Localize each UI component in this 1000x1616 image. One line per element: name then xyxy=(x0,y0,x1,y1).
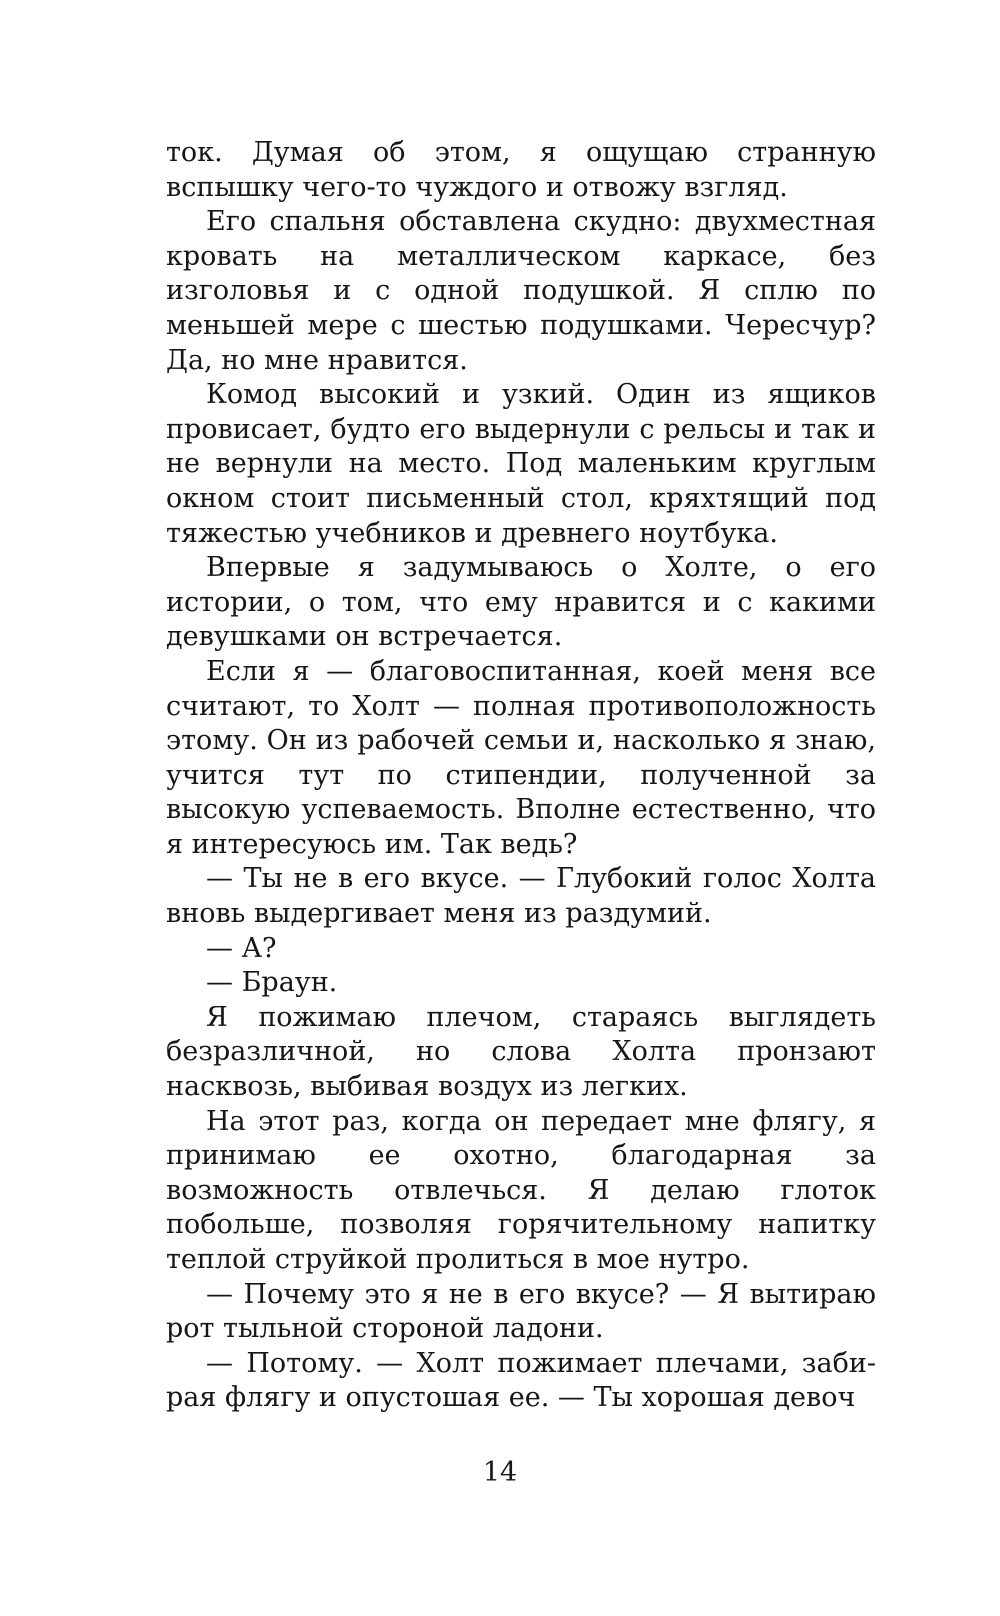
paragraph: Его спальня обставлена скудно: двухместная кровать на металлическом каркасе, без изголовья и с одной подушкой. Я сплю по меньшей мере с шестью подушками. Чересчур? Да, но мне нравится. xyxy=(166,206,876,376)
dialogue-line: — А? xyxy=(206,932,277,964)
paragraph: Комод высокий и узкий. Один из ящиков провисает, будто его выдернули с рельсы и так и не вернули на место. Под маленьким круглым окном стоит письменный стол, кряхтящий под тяжестью учебников и древнего ноутбука. xyxy=(166,379,876,549)
dialogue-line: — Ты не в его вкусе. — Глубокий голос Холта вновь выдергивает меня из раздумий. xyxy=(166,863,876,930)
page-number: 14 xyxy=(482,1457,518,1488)
paragraph: Впервые я задумываюсь о Холте, о его истории, о том, что ему нравится и с какими девушками он встречается. xyxy=(166,552,876,653)
paragraph: Я пожимаю плечом, стараясь выглядеть безразличной, но слова Холта пронзают насквозь, выбивая воздух из легких. xyxy=(166,1001,876,1103)
dialogue-line: — Почему это я не в его вкусе? — Я вытираю рот тыльной стороной ладони. xyxy=(166,1278,876,1345)
paragraph: На этот раз, когда он передает мне флягу, я принимаю ее охотно, благодарная за возможность отвлечься. Я делаю глоток побольше, позволяя горячительному напитку теплой струйкой пролиться в мое нутро. xyxy=(166,1105,876,1275)
paragraph: Если я — благовоспитанная, коей меня все считают, то Холт — полная противоположность этому. Он из рабочей семьи и, насколько я знаю, учится тут по стипендии, полученной за высокую успеваемость. Вполне естественно, что я интересуюсь им. Так ведь? xyxy=(166,655,876,860)
body-text xyxy=(166,136,876,1416)
dialogue-line: — Потому. — Холт пожимает плечами, забирая флягу и опустошая ее. — Ты хорошая девоч xyxy=(166,1347,876,1414)
dialogue-line: — Браун. xyxy=(206,967,338,999)
paragraph: ток. Думая об этом, я ощущаю странную вспышку чего-то чуждого и отвожу взгляд. xyxy=(166,137,876,203)
